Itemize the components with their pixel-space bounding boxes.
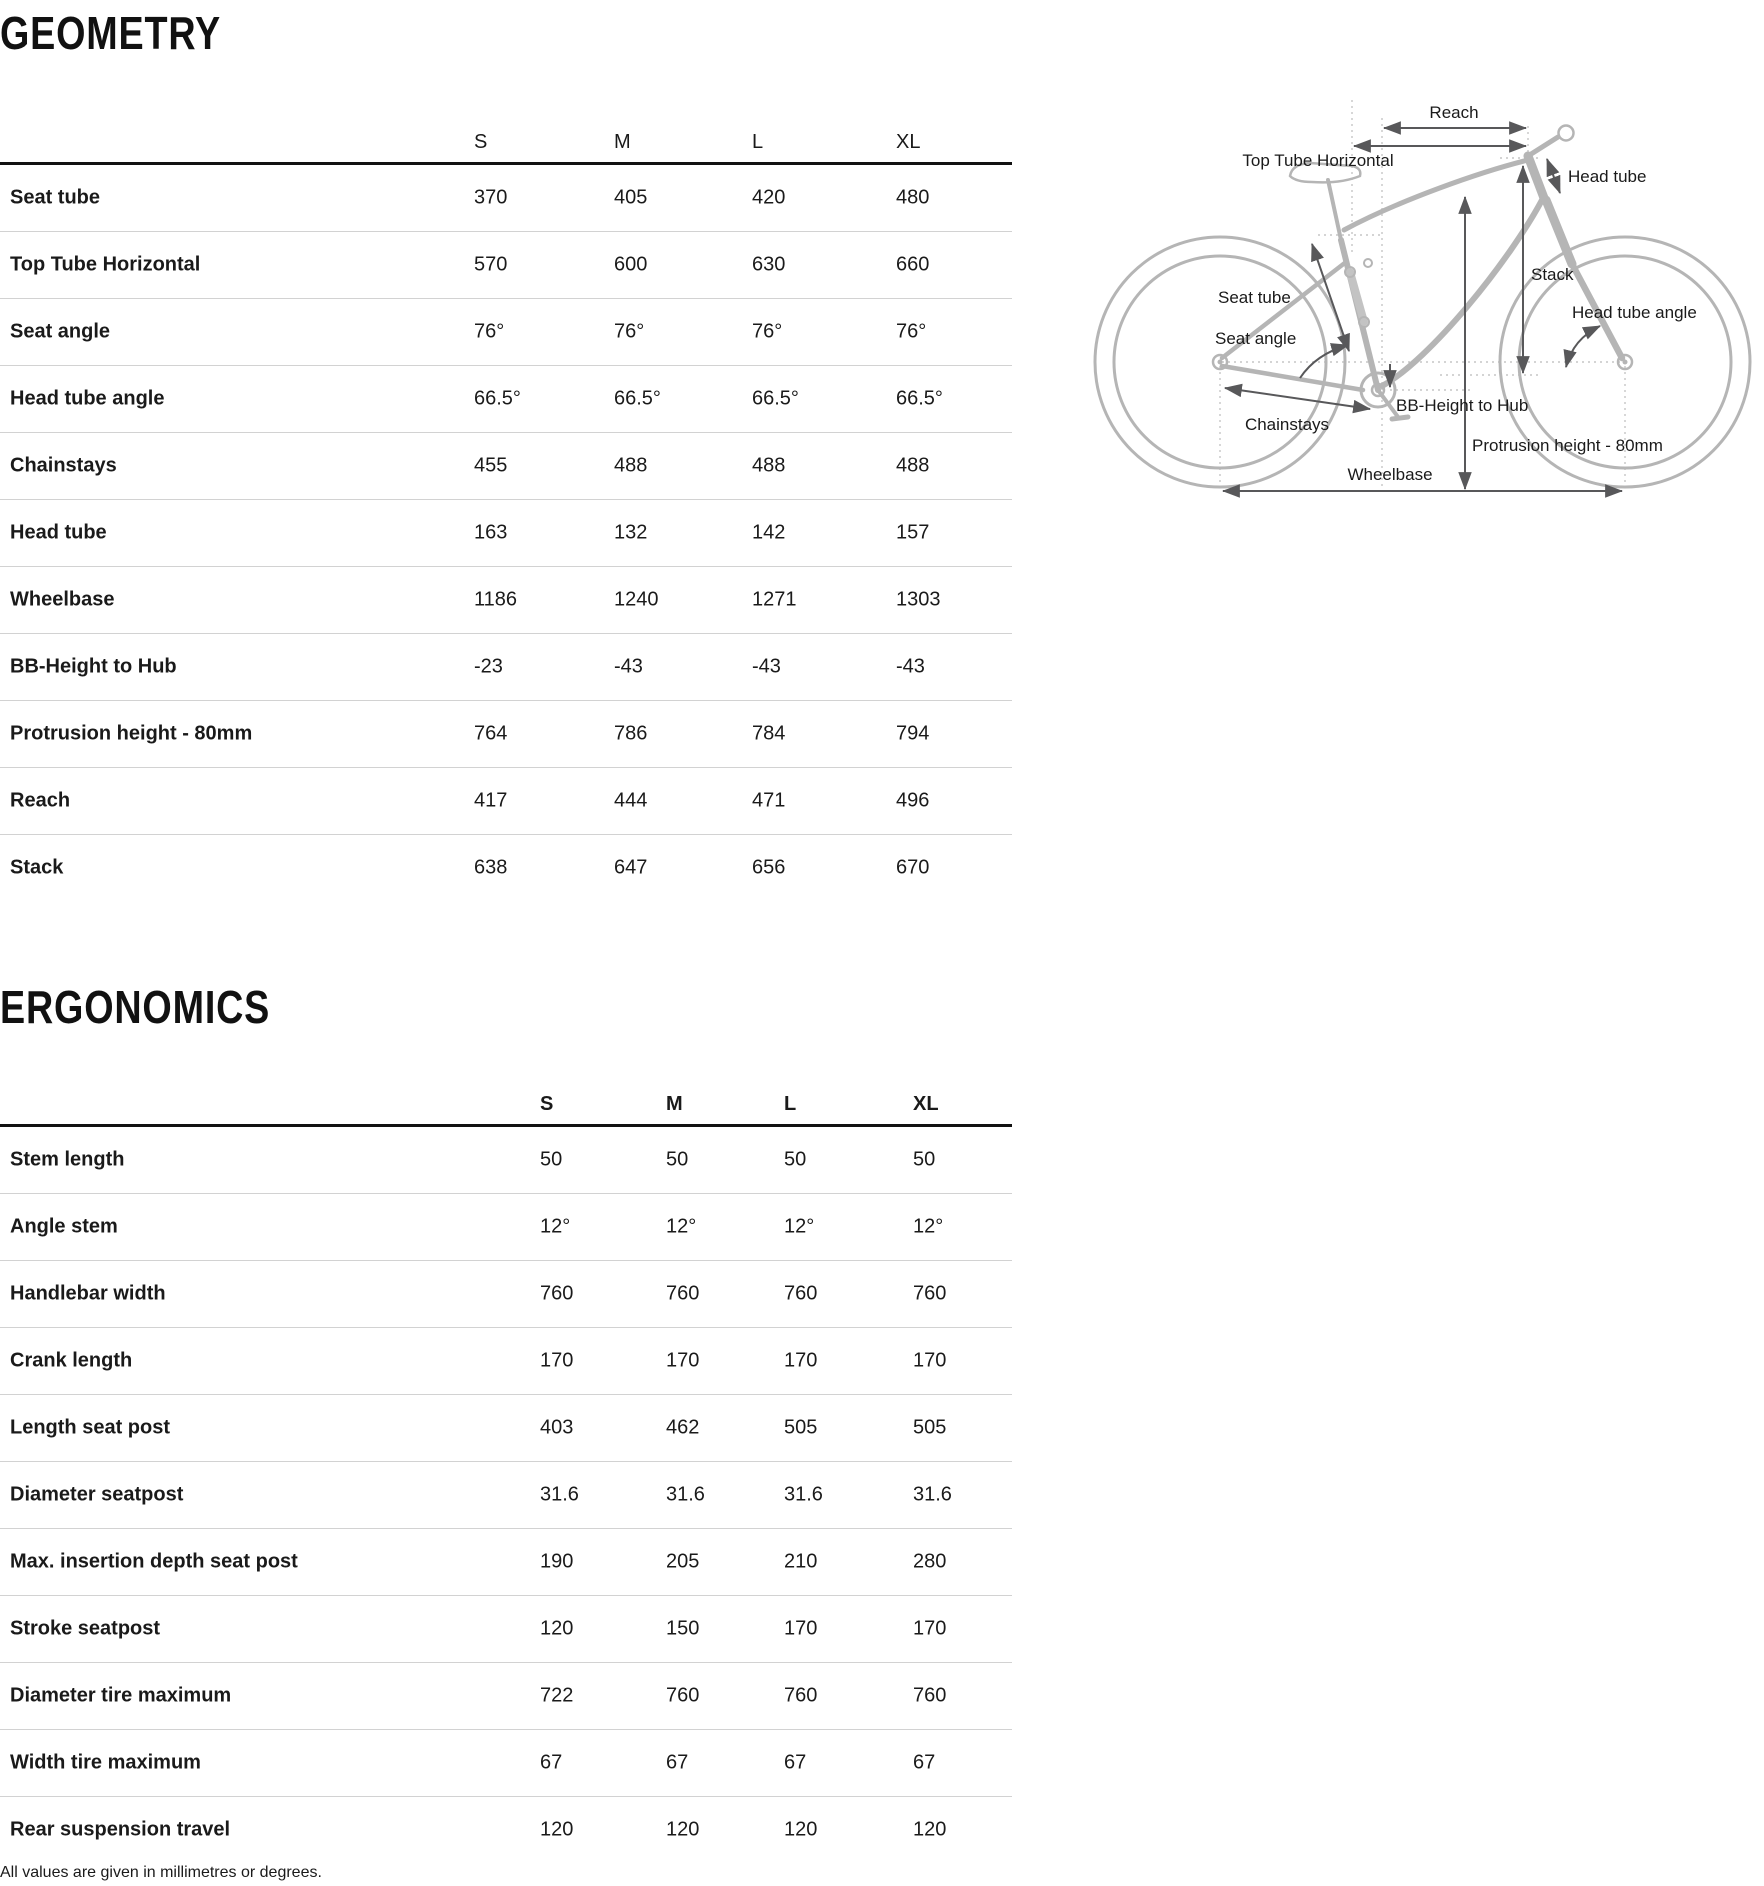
- stem: [1528, 137, 1558, 156]
- value-cell: 76°: [474, 320, 505, 343]
- value-cell: 760: [784, 1684, 818, 1707]
- table-row: [0, 433, 1012, 500]
- head-tube-angle-arc: [1566, 326, 1600, 367]
- value-cell: 488: [614, 454, 648, 477]
- value-cell: 210: [784, 1550, 818, 1573]
- value-cell: 455: [474, 454, 508, 477]
- value-cell: 67: [540, 1751, 563, 1774]
- value-cell: -43: [614, 655, 643, 678]
- size-column-header: XL: [913, 1093, 939, 1115]
- value-cell: 444: [614, 789, 648, 812]
- row-label: Seat angle: [10, 320, 111, 343]
- chainstay: [1222, 366, 1363, 390]
- table-row: [0, 1328, 1012, 1395]
- value-cell: 670: [896, 856, 930, 879]
- value-cell: 31.6: [784, 1483, 823, 1506]
- value-cell: 786: [614, 722, 648, 745]
- value-cell: 417: [474, 789, 508, 812]
- value-cell: 205: [666, 1550, 700, 1573]
- value-cell: 120: [913, 1818, 947, 1841]
- value-cell: 76°: [752, 320, 783, 343]
- value-cell: 76°: [614, 320, 645, 343]
- value-cell: 170: [913, 1617, 947, 1640]
- protrusion-label: Protrusion height - 80mm: [1472, 436, 1663, 455]
- table-row: [0, 1596, 1012, 1663]
- top-tube-label: Top Tube Horizontal: [1242, 151, 1394, 170]
- row-label: Max. insertion depth seat post: [10, 1550, 298, 1573]
- value-cell: 420: [752, 186, 786, 209]
- size-column-header: L: [784, 1093, 797, 1115]
- value-cell: 50: [913, 1148, 936, 1171]
- value-cell: 505: [784, 1416, 818, 1439]
- value-cell: 120: [666, 1818, 700, 1841]
- value-cell: 462: [666, 1416, 700, 1439]
- ergonomics-table: [0, 1072, 1012, 1863]
- chainstays-dimension-arrow: [1225, 388, 1370, 409]
- value-cell: 170: [540, 1349, 574, 1372]
- value-cell: 480: [896, 186, 930, 209]
- bb-height-label: BB-Height to Hub: [1396, 396, 1529, 415]
- table-row: [0, 1395, 1012, 1462]
- row-label: Seat tube: [10, 186, 101, 209]
- size-column-header: M: [666, 1093, 683, 1115]
- size-column-header: M: [614, 131, 631, 153]
- value-cell: 760: [540, 1282, 574, 1305]
- row-label: Angle stem: [10, 1215, 118, 1238]
- ergonomics-section-title: ERGONOMICS: [0, 981, 271, 1033]
- value-cell: 66.5°: [752, 387, 799, 410]
- size-header-row: [0, 1072, 1012, 1124]
- value-cell: 66.5°: [474, 387, 521, 410]
- row-label: Length seat post: [10, 1416, 171, 1439]
- rocker-pivot: [1364, 259, 1372, 267]
- row-label: Diameter seatpost: [10, 1483, 184, 1506]
- value-cell: 1240: [614, 588, 659, 611]
- row-label: Wheelbase: [10, 588, 115, 611]
- pedal: [1392, 417, 1408, 419]
- value-cell: 760: [784, 1282, 818, 1305]
- row-label: Stroke seatpost: [10, 1617, 161, 1640]
- value-cell: 760: [913, 1684, 947, 1707]
- handlebar-grip: [1559, 126, 1574, 141]
- table-row: [0, 1194, 1012, 1261]
- row-label: Crank length: [10, 1349, 133, 1372]
- table-row: [0, 1462, 1012, 1529]
- value-cell: 120: [540, 1818, 574, 1841]
- table-row: [0, 1261, 1012, 1328]
- value-cell: 630: [752, 253, 786, 276]
- row-label: Head tube angle: [10, 387, 165, 410]
- value-cell: 120: [540, 1617, 574, 1640]
- value-cell: 656: [752, 856, 786, 879]
- table-row: [0, 701, 1012, 768]
- value-cell: 505: [913, 1416, 947, 1439]
- row-label: Stack: [10, 856, 64, 879]
- value-cell: 67: [666, 1751, 689, 1774]
- table-row: [0, 1730, 1012, 1797]
- table-row: [0, 1663, 1012, 1730]
- value-cell: 280: [913, 1550, 947, 1573]
- size-column-header: S: [474, 131, 488, 153]
- row-label: Width tire maximum: [10, 1751, 201, 1774]
- value-cell: 31.6: [913, 1483, 952, 1506]
- value-cell: 1271: [752, 588, 797, 611]
- value-cell: 170: [666, 1349, 700, 1372]
- value-cell: 190: [540, 1550, 574, 1573]
- value-cell: 1303: [896, 588, 941, 611]
- value-cell: 600: [614, 253, 648, 276]
- table-row: [0, 165, 1012, 232]
- value-cell: 722: [540, 1684, 574, 1707]
- row-label: Top Tube Horizontal: [10, 253, 201, 276]
- size-column-header: XL: [896, 131, 921, 153]
- table-row: [0, 567, 1012, 634]
- value-cell: 764: [474, 722, 508, 745]
- head-tube-label: Head tube: [1568, 167, 1647, 186]
- value-cell: 66.5°: [896, 387, 943, 410]
- table-row: [0, 299, 1012, 366]
- value-cell: 405: [614, 186, 648, 209]
- row-label: Handlebar width: [10, 1282, 166, 1305]
- value-cell: 488: [896, 454, 930, 477]
- size-column-header: L: [752, 131, 764, 153]
- row-label: Protrusion height - 80mm: [10, 722, 253, 745]
- value-cell: 50: [666, 1148, 689, 1171]
- value-cell: -23: [474, 655, 503, 678]
- wheelbase-label: Wheelbase: [1347, 465, 1433, 484]
- row-label: Chainstays: [10, 454, 117, 477]
- reach-label: Reach: [1429, 103, 1479, 122]
- bike-geometry-diagram: [1060, 60, 1764, 520]
- value-cell: 403: [540, 1416, 574, 1439]
- value-cell: 488: [752, 454, 786, 477]
- stack-label: Stack: [1531, 265, 1574, 284]
- table-row: [0, 366, 1012, 433]
- row-label: Stem length: [10, 1148, 125, 1171]
- table-row: [0, 1127, 1012, 1194]
- value-cell: 12°: [913, 1215, 944, 1238]
- value-cell: 142: [752, 521, 786, 544]
- value-cell: 784: [752, 722, 786, 745]
- value-cell: 67: [784, 1751, 807, 1774]
- value-cell: 638: [474, 856, 508, 879]
- size-header-row: [0, 110, 1012, 162]
- value-cell: 570: [474, 253, 508, 276]
- seat-tube-label: Seat tube: [1218, 288, 1291, 307]
- value-cell: 12°: [540, 1215, 571, 1238]
- table-row: [0, 634, 1012, 701]
- value-cell: 157: [896, 521, 930, 544]
- value-cell: 132: [614, 521, 648, 544]
- table-row: [0, 1797, 1012, 1863]
- footnote: All values are given in millimetres or degrees.: [0, 1864, 322, 1881]
- value-cell: 67: [913, 1751, 936, 1774]
- row-label: Head tube: [10, 521, 107, 544]
- value-cell: -43: [752, 655, 781, 678]
- table-row: [0, 1529, 1012, 1596]
- value-cell: 647: [614, 856, 648, 879]
- seat-angle-label: Seat angle: [1215, 329, 1297, 348]
- size-column-header: S: [540, 1093, 554, 1115]
- value-cell: -43: [896, 655, 925, 678]
- value-cell: 794: [896, 722, 930, 745]
- row-label: Diameter tire maximum: [10, 1684, 232, 1707]
- seat-post: [1328, 180, 1341, 240]
- value-cell: 76°: [896, 320, 927, 343]
- value-cell: 170: [913, 1349, 947, 1372]
- row-label: Rear suspension travel: [10, 1818, 231, 1841]
- geometry-table: [0, 110, 1012, 901]
- top-tube: [1344, 160, 1528, 230]
- value-cell: 170: [784, 1617, 818, 1640]
- value-cell: 12°: [666, 1215, 697, 1238]
- value-cell: 31.6: [666, 1483, 705, 1506]
- row-label: BB-Height to Hub: [10, 655, 177, 678]
- table-row: [0, 835, 1012, 901]
- head-tube-dimension-arrow: [1547, 159, 1560, 193]
- head-tube-line: [1528, 156, 1544, 198]
- table-row: [0, 768, 1012, 835]
- value-cell: 120: [784, 1818, 818, 1841]
- value-cell: 660: [896, 253, 930, 276]
- value-cell: 50: [784, 1148, 807, 1171]
- value-cell: 50: [540, 1148, 563, 1171]
- value-cell: 12°: [784, 1215, 815, 1238]
- table-row: [0, 500, 1012, 567]
- row-label: Reach: [10, 789, 71, 812]
- value-cell: 370: [474, 186, 508, 209]
- value-cell: 150: [666, 1617, 700, 1640]
- value-cell: 170: [784, 1349, 818, 1372]
- geometry-section-title: GEOMETRY: [0, 7, 222, 59]
- head-tube-angle-label: Head tube angle: [1572, 303, 1697, 322]
- value-cell: 760: [913, 1282, 947, 1305]
- value-cell: 471: [752, 789, 786, 812]
- value-cell: 760: [666, 1684, 700, 1707]
- value-cell: 760: [666, 1282, 700, 1305]
- value-cell: 1186: [474, 588, 518, 611]
- value-cell: 163: [474, 521, 508, 544]
- value-cell: 66.5°: [614, 387, 661, 410]
- chainstays-label: Chainstays: [1244, 415, 1330, 434]
- value-cell: 31.6: [540, 1483, 579, 1506]
- table-row: [0, 232, 1012, 299]
- value-cell: 496: [896, 789, 930, 812]
